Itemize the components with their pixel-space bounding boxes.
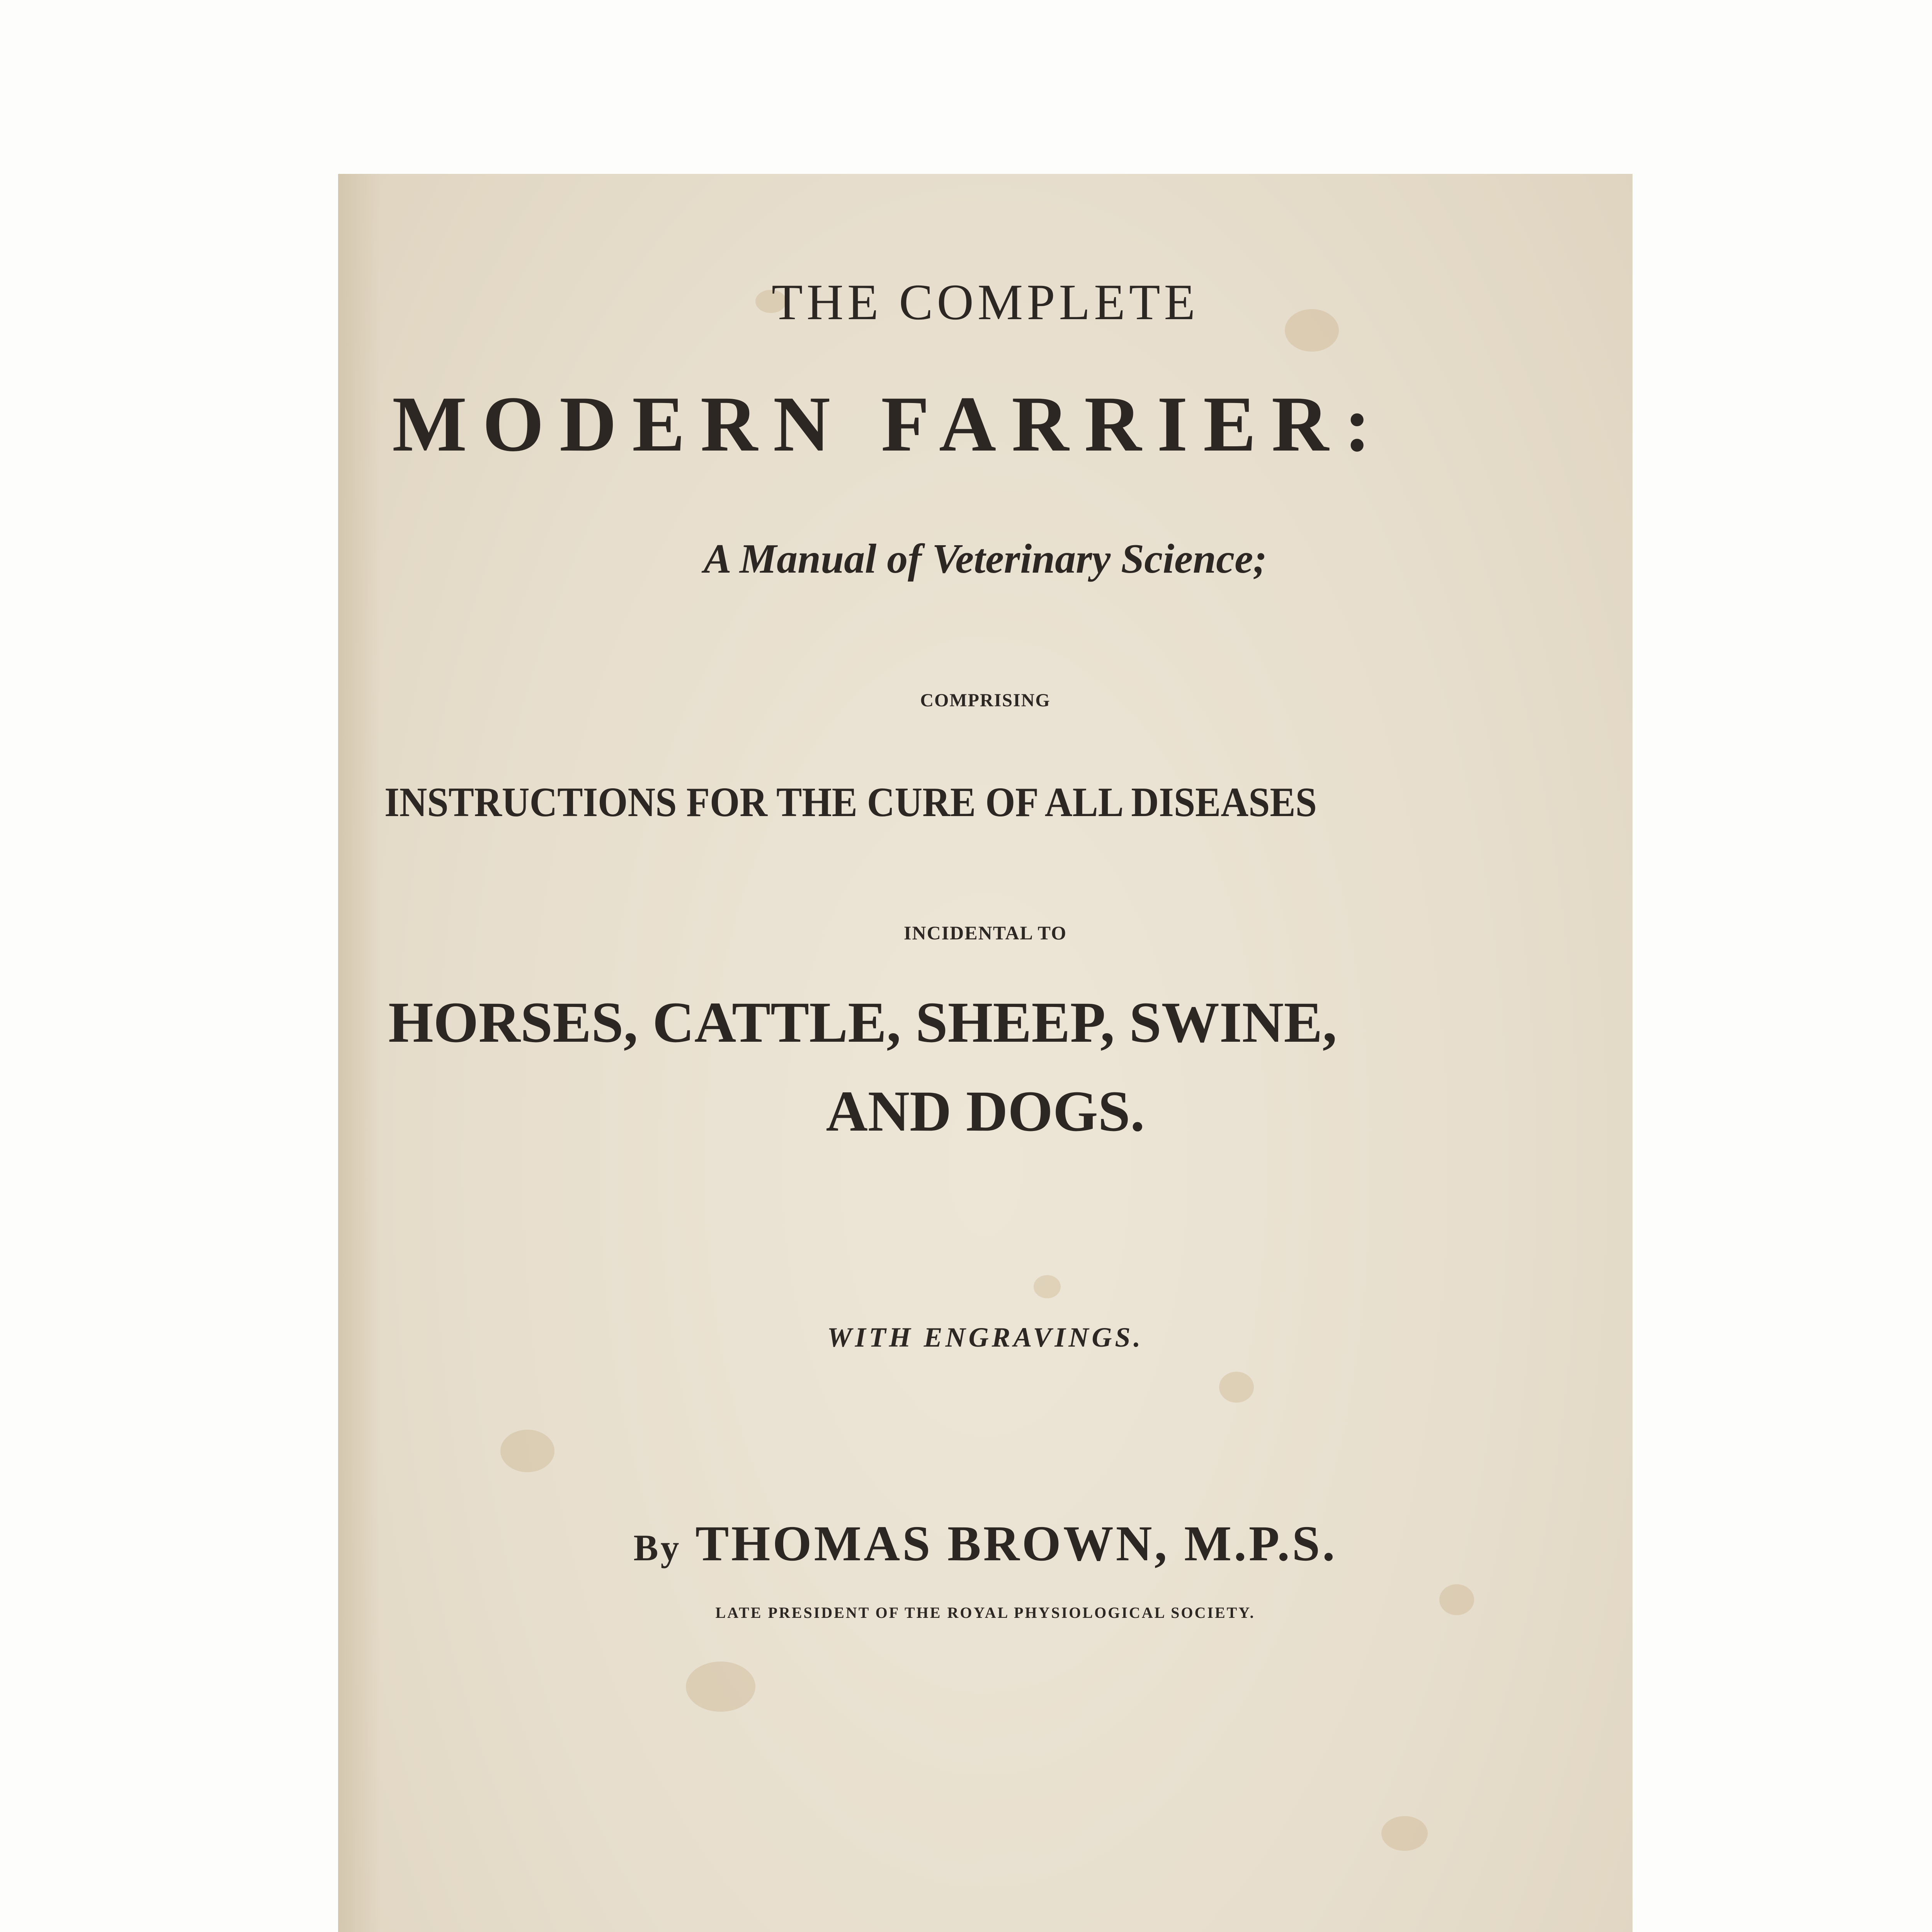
author-line — [338, 1515, 1633, 1573]
page-edge-shading — [338, 174, 381, 1932]
foxing-spot — [1034, 1275, 1061, 1298]
author-affiliation: LATE PRESIDENT OF THE ROYAL PHYSIOLOGICAL SOCIETY. — [715, 1604, 1255, 1621]
subtitle-blackletter: A Manual of Veterinary Science; — [703, 536, 1267, 582]
scanned-title-page — [338, 174, 1633, 1932]
foxing-spot — [1381, 1816, 1428, 1851]
foxing-spot — [500, 1430, 554, 1472]
title-line-the-complete: THE COMPLETE — [771, 274, 1199, 330]
comprising-label: COMPRISING — [920, 690, 1051, 711]
animals-line-2: AND DOGS. — [826, 1079, 1145, 1143]
main-title: MODERN FARRIER: — [392, 380, 1386, 468]
foxing-spot — [1219, 1372, 1254, 1403]
incidental-label: INCIDENTAL TO — [904, 922, 1067, 944]
foxing-spot — [686, 1662, 755, 1712]
animals-line-1: HORSES, CATTLE, SHEEP, SWINE, — [388, 990, 1337, 1054]
instructions-line: INSTRUCTIONS FOR THE CURE OF ALL DISEASES — [384, 779, 1317, 825]
author-name: THOMAS BROWN, M.P.S. — [695, 1516, 1337, 1571]
author-by: By — [633, 1527, 682, 1568]
engravings-note: WITH ENGRAVINGS. — [827, 1322, 1144, 1353]
